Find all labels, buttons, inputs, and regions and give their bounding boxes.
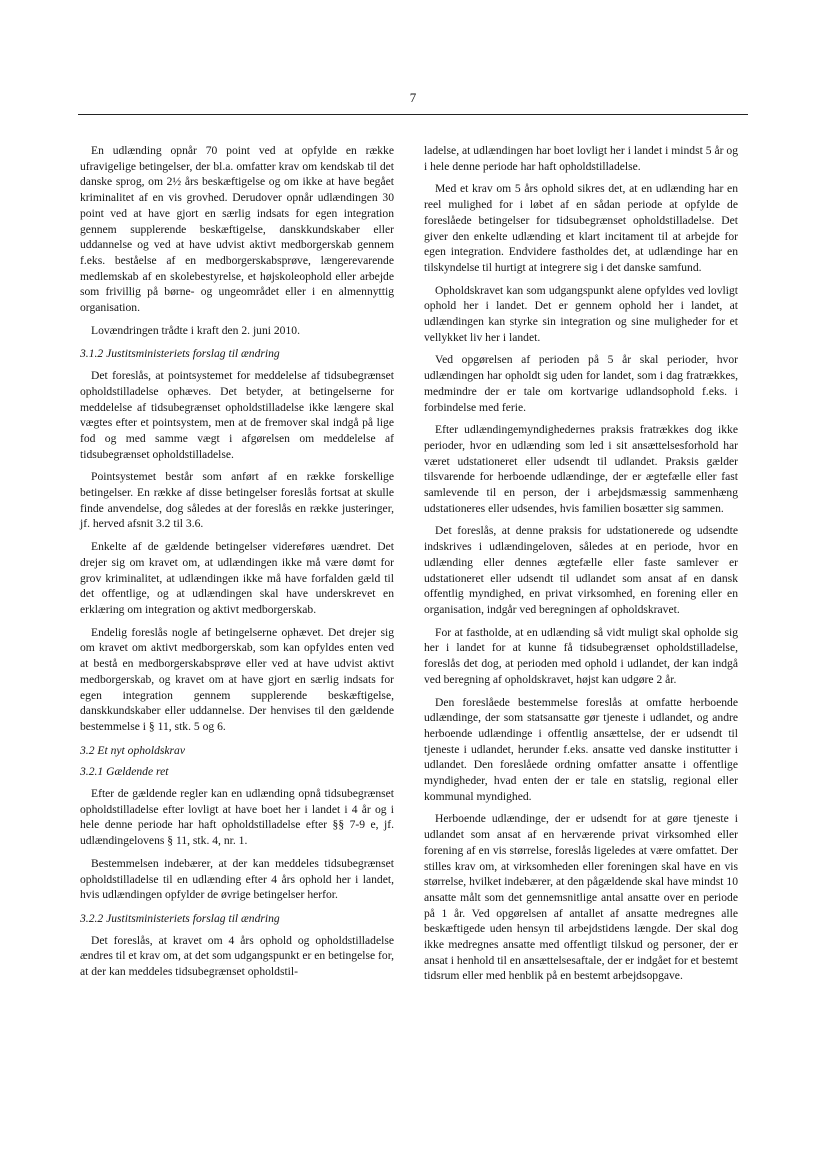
section-heading: 3.2 Et nyt opholdskrav <box>80 743 185 757</box>
paragraph: Efter udlændingemyndighedernes praksis fratrækkes dog ikke perioder, hvor en udlænding som led i sit ansættelsesforhold har været udstationeret eller udsendt til udlandet. Praksis gælder tilsvarende for herboende udlændinge, der er ægtefælle eller fast samlevende til en person, der i arbejdsmæssig sammenhæng udstationeres eller udsendes, hvis familien bosætter sig sammen. <box>424 423 738 515</box>
paragraph: Endelig foreslås nogle af betingelserne ophævet. Det drejer sig om kravet om aktivt medborgerskab, som kan opfyldes enten ved at bestå en medborgerskabsprøve eller ved at have udvist aktivt medborgerskab, og kravet om at have gjort en særlig indsats for egen integration gennem supplerende beskæftigelse, danskkundskaber eller uddannelse. Der henvises til den gældende bestemmelse i § 11, stk. 5 og 6. <box>80 625 394 733</box>
section-heading: 3.1.2 Justitsministeriets forslag til ændring <box>80 347 280 361</box>
paragraph: Efter de gældende regler kan en udlænding opnå tidsubegrænset opholdstilladelse efter lovligt at have boet her i landet i 4 år og i hele denne periode har haft opholdstilladelse efter §§ 7-9 e, jf. udlændingelovens § 11, stk. 4, nr. 1. <box>80 787 394 848</box>
paragraph: Herboende udlændinge, der er udsendt for at gøre tjeneste i udlandet som ansat af en herværende privat virksomhed eller forening af en vis størrelse, foreslås ligeledes at være omfattet. Der stilles krav om, at virksomheden eller foreningen skal have en vis størrelse, hvilket indebærer, at den pågældende skal have mindst 10 ansatte målt som det gennemsnitlige antal ansatte over en periode på 1 år. Ved opgørelsen af antallet af ansatte medregnes alle beskæftigede uden hensyn til arbejdstidens længde. Der skal dog ikke medregnes ansatte med offentligt tilskud og personer, der er ansat i henhold til en ansættelsesaftale, der er indgået for et bestemt tidsrum eller med henblik på en bestemt arbejdsopgave. <box>424 812 738 983</box>
paragraph: Bestemmelsen indebærer, at der kan meddeles tidsubegrænset opholdstilladelse til en udlænding efter 4 års ophold her i landet, hvis udlændingen opfylder de øvrige betingelser herfor. <box>80 856 394 902</box>
paragraph: Det foreslås, at pointsystemet for meddelelse af tidsubegrænset opholdstilladelse ophæves. Det betyder, at betingelserne for meddelelse af tidsubegrænset opholdstilladelse ikke længere skal vægtes efter et pointsystem, men at de fremover skal indgå på lige fod og med samme vægt i afgørelsen om meddelelse af tidsubegrænset opholdstilladelse. <box>80 369 394 461</box>
page-number: 7 <box>409 90 417 105</box>
paragraph: ladelse, at udlændingen har boet lovligt her i landet i mindst 5 år og i hele denne periode har haft opholdstilladelse. <box>424 144 738 173</box>
right-column <box>424 143 738 991</box>
paragraph: Lovændringen trådte i kraft den 2. juni 2010. <box>91 323 300 337</box>
paragraph: Den foreslåede bestemmelse foreslås at omfatte herboende udlændinge, der som statsansatte gør tjeneste i udlandet, og andre herboende udlændinge i offentlig ansættelse, der er udsendt til tjeneste i udlandet, herunder f.eks. ansatte ved danske institutter i udlandet. Den foreslåede ordning omfatter ansatte i offentlige myndigheder, hvad enten der er tale en statslig, regional eller kommunal myndighed. <box>424 695 738 803</box>
paragraph: Opholdskravet kan som udgangspunkt alene opfyldes ved lovligt ophold her i landet. Det er gennem ophold her i landet, at udlændingen kan styrke sin integration og sine muligheder for et vellykket liv her i landet. <box>424 283 738 344</box>
paragraph: Det foreslås, at kravet om 4 års ophold og opholdstilladelse ændres til et krav om, at det som udgangspunkt er en betingelse for, at der kan meddeles tidsubegrænset opholdstil- <box>80 933 394 979</box>
section-heading: 3.2.2 Justitsministeriets forslag til ændring <box>80 911 280 925</box>
paragraph: Med et krav om 5 års ophold sikres det, at en udlænding har en reel mulighed for i løbet af en sådan periode at opfylde de foreslåede betingelser for tidsubegrænset opholdstilladelse. Det giver den enkelte udlænding et klart incitament til at arbejde for egen integration. Endvidere fastholdes det, at udlændinge har en tilskyndelse til hurtigt at integrere sig i det danske samfund. <box>424 182 738 274</box>
paragraph: Ved opgørelsen af perioden på 5 år skal perioder, hvor udlændingen har opholdt sig uden for landet, som i dag fratrækkes, medmindre der er tale om kortvarige udlandsophold f.eks. i forbindelse med ferie. <box>424 353 738 414</box>
paragraph: Det foreslås, at denne praksis for udstationerede og udsendte indskrives i udlændingeloven, således at en periode, hvor en udlænding eller dennes ægtefælle eller faste samlever er udstationeret eller udsendt til udlandet som ansat af en dansk offentlig myndighed, en privat virksomhed, en forening eller en organisation, indgår ved beregningen af opholdskravet. <box>424 524 738 616</box>
paragraph: En udlænding opnår 70 point ved at opfylde en række ufravigelige betingelser, der bl.a. omfatter krav om kendskab til det danske sprog, om 2½ års beskæftigelse og om ikke at have begået kriminalitet af en vis grovhed. Derudover opnår udlændingen 30 point ved at have gjort en særlig indsats for egen integration gennem supplerende beskæftigelse, danskkundskaber eller uddannelse og ved at have udvist aktivt medborgerskab gennem f.eks. beståelse af en medborgerskabsprøve, længerevarende medlemskab af en skolebestyrelse, et højskoleophold eller arbejde som frivillig på børne- og ungeområdet eller i en almennyttig organisation. <box>80 144 394 315</box>
paragraph: Pointsystemet består som anført af en række forskellige betingelser. En række af disse betingelser foreslås fortsat at skulle finde anvendelse, dog således at der foreslås en række justeringer, jf. herved afsnit 3.2 til 3.6. <box>80 470 394 531</box>
paragraph: Enkelte af de gældende betingelser videreføres uændret. Det drejer sig om kravet om, at udlændingen ikke må være dømt for grov kriminalitet, at udlændingen ikke må have forfalden gæld til det offentlige, og at udlændingen skal have underskrevet en erklæring om integration og aktivt medborgerskab. <box>80 540 394 616</box>
header-rule <box>78 114 748 115</box>
section-heading: 3.2.1 Gældende ret <box>80 765 169 779</box>
left-column <box>80 143 394 987</box>
paragraph: For at fastholde, at en udlænding så vidt muligt skal opholde sig her i landet for at kunne få tidsubegrænset opholdstilladelse, foreslås det dog, at perioden med ophold i udlandet, der kan indgå ved beregning af opholdskravet, højst kan udgøre 2 år. <box>424 625 738 686</box>
